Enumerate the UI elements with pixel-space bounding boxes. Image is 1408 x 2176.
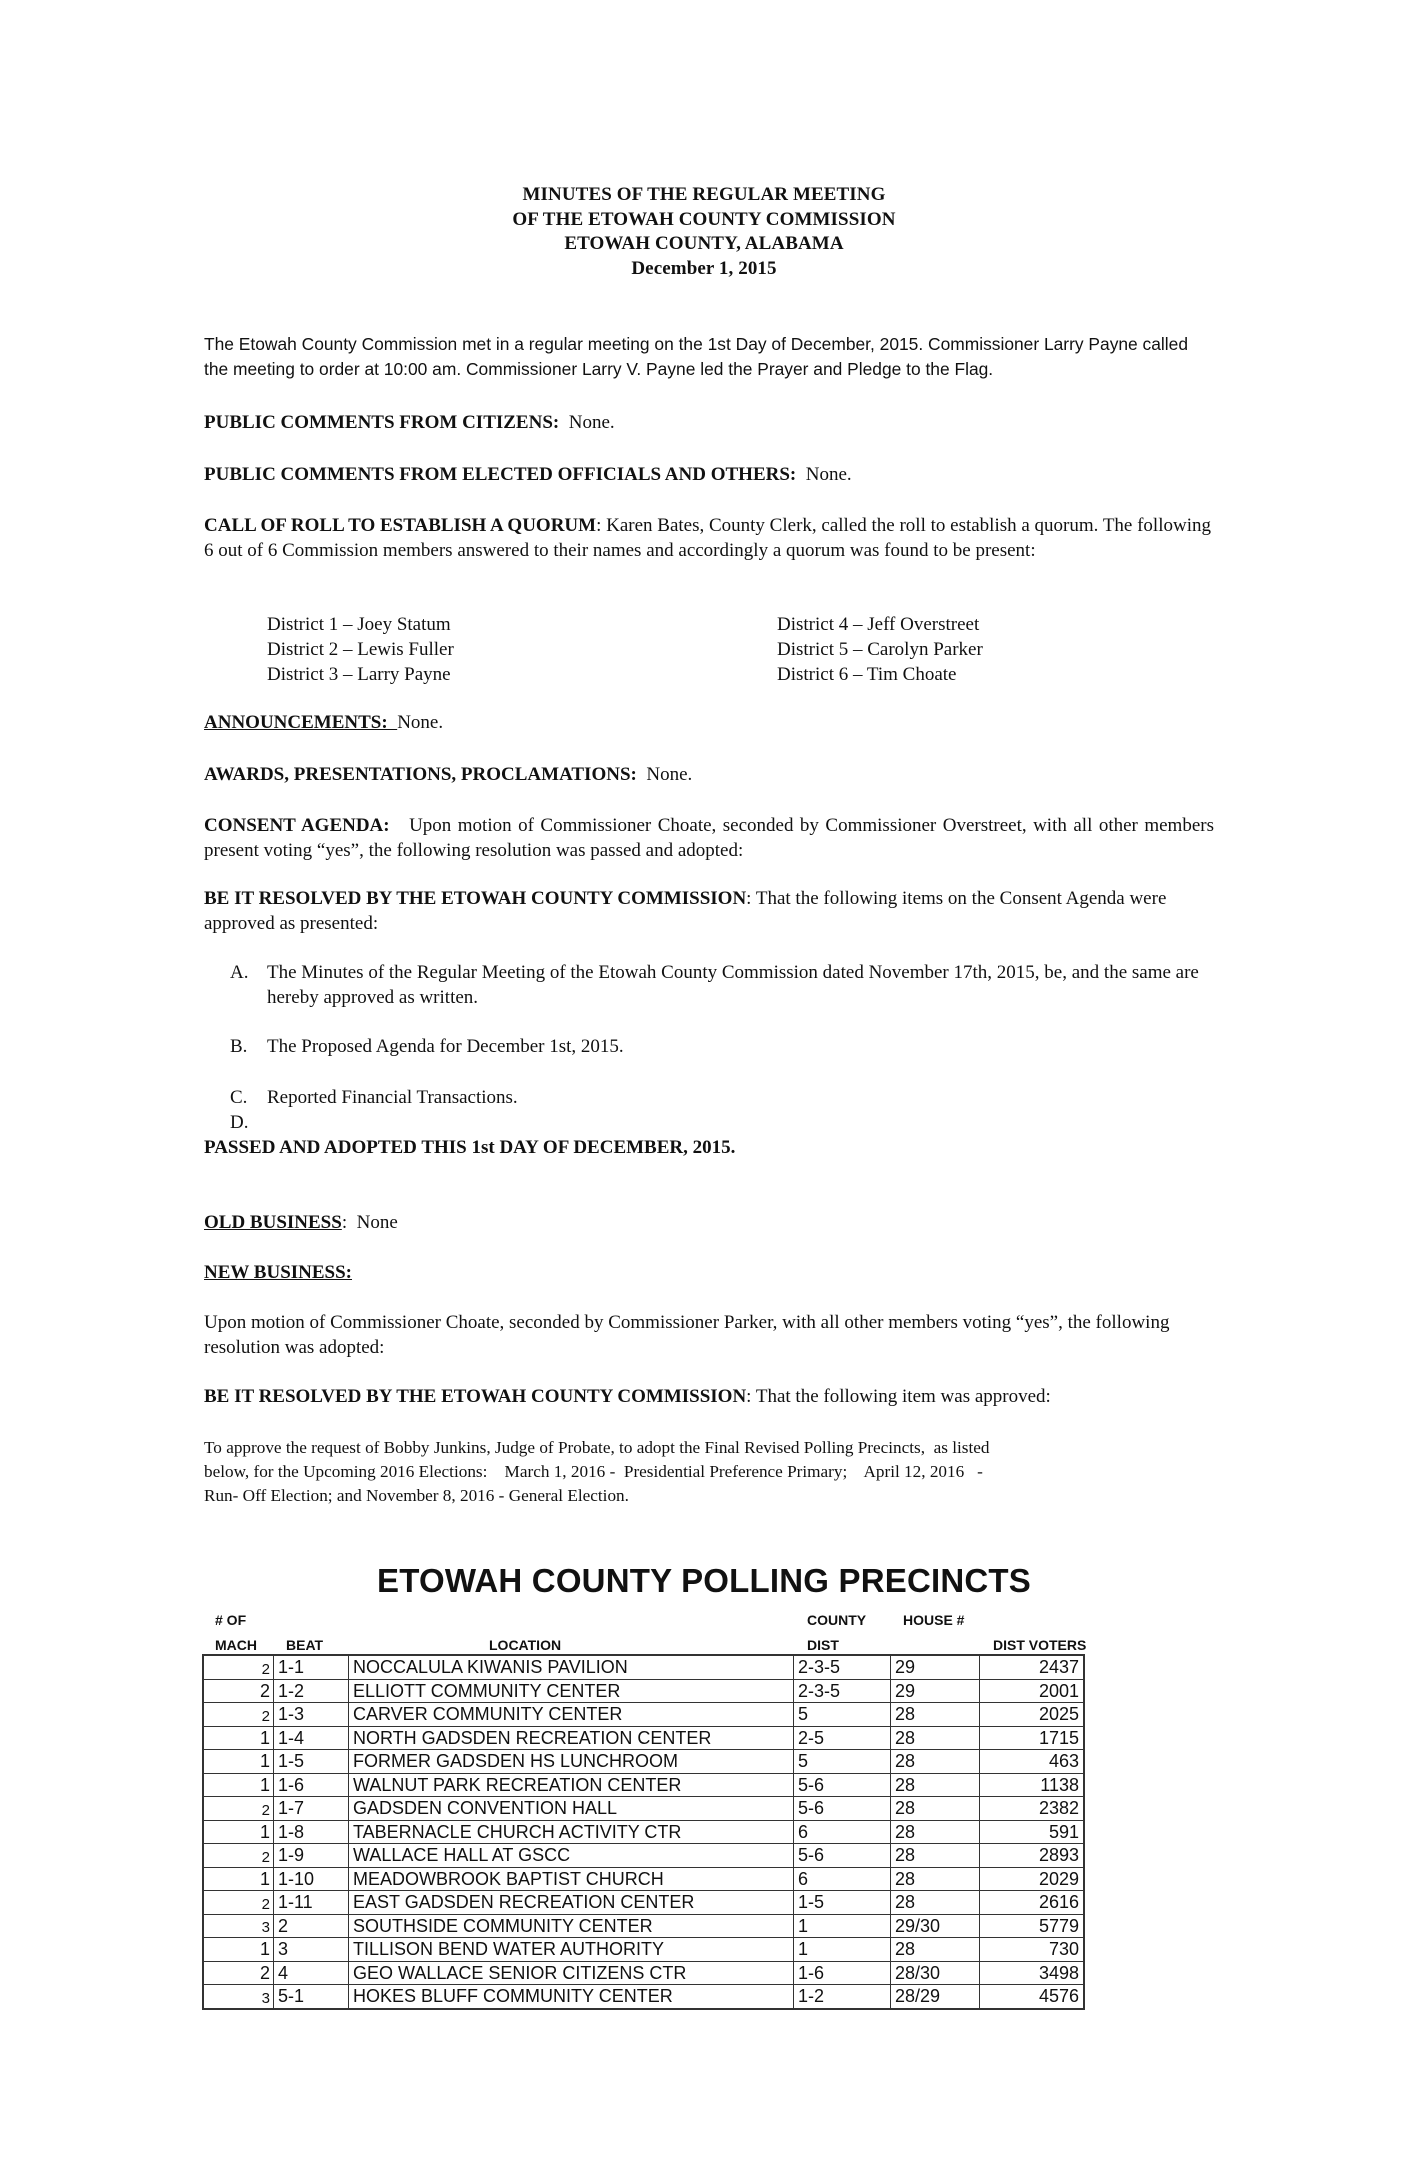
item-label: A. [230,962,249,983]
announcements-section [204,710,1214,735]
header-location: LOCATION [489,1637,562,1653]
resolution-label: BE IT RESOLVED BY THE ETOWAH COUNTY COMMISSION [204,888,747,909]
mach-cell: 1 [204,1726,274,1750]
district-member: District 2 – Lewis Fuller [267,639,454,660]
county-dist-cell: 2-3-5 [794,1679,891,1703]
county-dist-cell: 1-2 [794,1985,891,2009]
voters-cell: 3498 [980,1961,1084,1985]
request-line: Run- Off Election; and November 8, 2016 - General Election. [204,1486,629,1505]
item-label: B. [230,1036,248,1057]
roll-call-text: : Karen Bates, County Clerk, called the roll to establish a quorum. The following 6 out of 6 Commission members answered to their names and accordingly a quorum was found to be present: [204,515,1211,561]
table-row [204,1750,1084,1774]
new-business-motion [204,1310,1214,1360]
beat-cell: 1-10 [274,1867,349,1891]
table-row [204,1844,1084,1868]
precincts-table [203,1655,1084,2009]
beat-cell: 1-1 [274,1656,349,1680]
location-cell: MEADOWBROOK BAPTIST CHURCH [349,1867,794,1891]
location-cell: NOCCALULA KIWANIS PAVILION [349,1656,794,1680]
mach-cell: 2 [204,1961,274,1985]
voters-cell: 2025 [980,1703,1084,1727]
beat-cell: 2 [274,1914,349,1938]
table-row [204,1679,1084,1703]
table-row [204,1891,1084,1915]
awards-section [204,762,1214,787]
section-label: ANNOUNCEMENTS: [204,712,398,733]
house-dist-cell: 28 [891,1797,980,1821]
item-label: C. [230,1087,248,1108]
table-row [204,1703,1084,1727]
table-row [204,1914,1084,1938]
section-label: PUBLIC COMMENTS FROM CITIZENS: [204,412,560,433]
consent-agenda-text: Upon motion of Commissioner Choate, seconded by Commissioner Overstreet, with all other members present voting “yes”, the following resolution was passed and adopted: [204,815,1214,861]
location-cell: SOUTHSIDE COMMUNITY CENTER [349,1914,794,1938]
location-cell: TABERNACLE CHURCH ACTIVITY CTR [349,1820,794,1844]
location-cell: HOKES BLUFF COMMUNITY CENTER [349,1985,794,2009]
county-dist-cell: 1-5 [794,1891,891,1915]
mach-cell: 2 [204,1844,274,1868]
location-cell: NORTH GADSDEN RECREATION CENTER [349,1726,794,1750]
beat-cell: 1-4 [274,1726,349,1750]
beat-cell: 1-5 [274,1750,349,1774]
table-row [204,1938,1084,1962]
mach-cell: 2 [204,1703,274,1727]
district-member: District 4 – Jeff Overstreet [777,614,980,635]
house-dist-cell: 28 [891,1820,980,1844]
voters-cell: 5779 [980,1914,1084,1938]
table-row [204,1985,1084,2009]
location-cell: EAST GADSDEN RECREATION CENTER [349,1891,794,1915]
polling-request [204,1436,1214,1508]
table-row [204,1961,1084,1985]
location-cell: ELLIOTT COMMUNITY CENTER [349,1679,794,1703]
house-dist-cell: 28 [891,1773,980,1797]
voters-cell: 1715 [980,1726,1084,1750]
beat-cell: 4 [274,1961,349,1985]
house-dist-cell: 28 [891,1726,980,1750]
section-value: None. [805,464,852,485]
beat-cell: 1-7 [274,1797,349,1821]
title-line-2: OF THE ETOWAH COUNTY COMMISSION [512,208,896,230]
house-dist-cell: 28 [891,1938,980,1962]
house-dist-cell: 28/30 [891,1961,980,1985]
district-member: District 1 – Joey Statum [267,614,451,635]
county-dist-cell: 1-6 [794,1961,891,1985]
mach-cell: 2 [204,1891,274,1915]
house-dist-cell: 29/30 [891,1914,980,1938]
section-label: OLD BUSINESS [204,1212,342,1233]
document-title-block [0,183,1408,281]
location-cell: CARVER COMMUNITY CENTER [349,1703,794,1727]
beat-cell: 1-9 [274,1844,349,1868]
section-value: None. [568,412,615,433]
table-row [204,1726,1084,1750]
location-cell: GADSDEN CONVENTION HALL [349,1797,794,1821]
county-dist-cell: 6 [794,1820,891,1844]
county-dist-cell: 5-6 [794,1773,891,1797]
public-comments-citizens [204,410,1214,435]
mach-cell: 3 [204,1985,274,2009]
mach-cell: 1 [204,1773,274,1797]
voters-cell: 591 [980,1820,1084,1844]
table-row [204,1656,1084,1680]
header-dist-voters: DIST VOTERS [993,1637,1087,1653]
resolution-label: BE IT RESOLVED BY THE ETOWAH COUNTY COMMISSION [204,1386,747,1407]
table-row [204,1820,1084,1844]
old-business-section [204,1210,1214,1235]
table-row [204,1867,1084,1891]
county-dist-cell: 1 [794,1914,891,1938]
consent-agenda-section [204,813,1214,863]
voters-cell: 1138 [980,1773,1084,1797]
mach-cell: 1 [204,1750,274,1774]
precincts-table-body [204,1656,1084,2009]
voters-cell: 463 [980,1750,1084,1774]
house-dist-cell: 28 [891,1703,980,1727]
mach-cell: 1 [204,1867,274,1891]
location-cell: WALNUT PARK RECREATION CENTER [349,1773,794,1797]
consent-resolution [204,886,1214,936]
beat-cell: 1-8 [274,1820,349,1844]
request-line: To approve the request of Bobby Junkins, Judge of Probate, to adopt the Final Revised Polling Precincts, as listed [204,1438,990,1457]
table-row [204,1797,1084,1821]
section-label: CALL OF ROLL TO ESTABLISH A QUORUM [204,515,597,536]
voters-cell: 2437 [980,1656,1084,1680]
voters-cell: 2029 [980,1867,1084,1891]
title-line-1: MINUTES OF THE REGULAR MEETING [522,184,886,205]
county-dist-cell: 2-5 [794,1726,891,1750]
county-dist-cell: 5 [794,1703,891,1727]
section-value: : None [341,1212,398,1233]
beat-cell: 3 [274,1938,349,1962]
request-line: below, for the Upcoming 2016 Elections: March 1, 2016 - Presidential Preference Primary; April 12, 2016 - [204,1462,983,1481]
county-dist-cell: 5 [794,1750,891,1774]
district-member: District 3 – Larry Payne [267,664,451,685]
house-dist-cell: 28 [891,1891,980,1915]
intro-text: The Etowah County Commission met in a regular meeting on the 1st Day of December, 2015. Commissioner Larry Payne called the meeting to order at 10:00 am. Commissioner Larry V. Payne led the Prayer and Pledge to the Flag. [204,334,1188,379]
new-business-heading: NEW BUSINESS: [204,1262,353,1283]
section-label: PUBLIC COMMENTS FROM ELECTED OFFICIALS AND OTHERS: [204,464,797,485]
voters-cell: 2382 [980,1797,1084,1821]
section-label: AWARDS, PRESENTATIONS, PROCLAMATIONS: [204,764,637,785]
header-county: COUNTY [807,1612,867,1628]
header-dist: DIST [807,1637,839,1653]
table-row [204,1773,1084,1797]
header-mach: MACH [215,1637,257,1653]
county-dist-cell: 5-6 [794,1844,891,1868]
location-cell: GEO WALLACE SENIOR CITIZENS CTR [349,1961,794,1985]
voters-cell: 2893 [980,1844,1084,1868]
beat-cell: 1-11 [274,1891,349,1915]
voters-cell: 2001 [980,1679,1084,1703]
beat-cell: 5-1 [274,1985,349,2009]
house-dist-cell: 28 [891,1844,980,1868]
header-num-of: # OF [215,1612,247,1628]
location-cell: WALLACE HALL AT GSCC [349,1844,794,1868]
item-label: D. [230,1112,249,1133]
district-member: District 5 – Carolyn Parker [777,639,983,660]
motion-text: Upon motion of Commissioner Choate, seconded by Commissioner Parker, with all other members voting “yes”, the following resolution was adopted: [204,1312,1170,1358]
house-dist-cell: 28/29 [891,1985,980,2009]
mach-cell: 1 [204,1938,274,1962]
voters-cell: 4576 [980,1985,1084,2009]
house-dist-cell: 29 [891,1679,980,1703]
item-text: Reported Financial Transactions. [267,1087,518,1108]
county-dist-cell: 6 [794,1867,891,1891]
intro-paragraph [204,332,1214,382]
district-list-right [777,612,983,687]
passed-and-adopted: PASSED AND ADOPTED THIS 1st DAY OF DECEMBER, 2015. [204,1137,736,1158]
header-beat: BEAT [286,1637,324,1653]
beat-cell: 1-6 [274,1773,349,1797]
section-value: None. [646,764,693,785]
resolution-text: : That the following item was approved: [746,1386,1051,1407]
county-dist-cell: 1 [794,1938,891,1962]
item-text: The Minutes of the Regular Meeting of the Etowah County Commission dated November 17th, 2015, be, and the same are hereby approved as written. [267,962,1199,1008]
county-dist-cell: 5-6 [794,1797,891,1821]
section-value: None. [397,712,444,733]
voters-cell: 730 [980,1938,1084,1962]
mach-cell: 2 [204,1679,274,1703]
meeting-date: December 1, 2015 [631,257,777,279]
district-member: District 6 – Tim Choate [777,664,957,685]
house-dist-cell: 29 [891,1656,980,1680]
mach-cell: 1 [204,1820,274,1844]
mach-cell: 3 [204,1914,274,1938]
resolution-text: : That the following items on the Consent Agenda were approved as presented: [204,888,1167,934]
roll-call-section [204,513,1214,563]
header-house: HOUSE # [903,1612,965,1628]
section-label: CONSENT AGENDA: [204,815,390,836]
location-cell: FORMER GADSDEN HS LUNCHROOM [349,1750,794,1774]
beat-cell: 1-3 [274,1703,349,1727]
mach-cell: 2 [204,1797,274,1821]
location-cell: TILLISON BEND WATER AUTHORITY [349,1938,794,1962]
house-dist-cell: 28 [891,1750,980,1774]
voters-cell: 2616 [980,1891,1084,1915]
public-comments-officials [204,462,1214,487]
house-dist-cell: 28 [891,1867,980,1891]
precincts-title: ETOWAH COUNTY POLLING PRECINCTS [376,1562,1032,1599]
county-dist-cell: 2-3-5 [794,1656,891,1680]
district-list-left [267,612,454,687]
item-text: The Proposed Agenda for December 1st, 2015. [267,1036,624,1057]
new-business-resolution [204,1384,1214,1409]
title-line-3: ETOWAH COUNTY, ALABAMA [564,233,844,254]
beat-cell: 1-2 [274,1679,349,1703]
mach-cell: 2 [204,1656,274,1680]
